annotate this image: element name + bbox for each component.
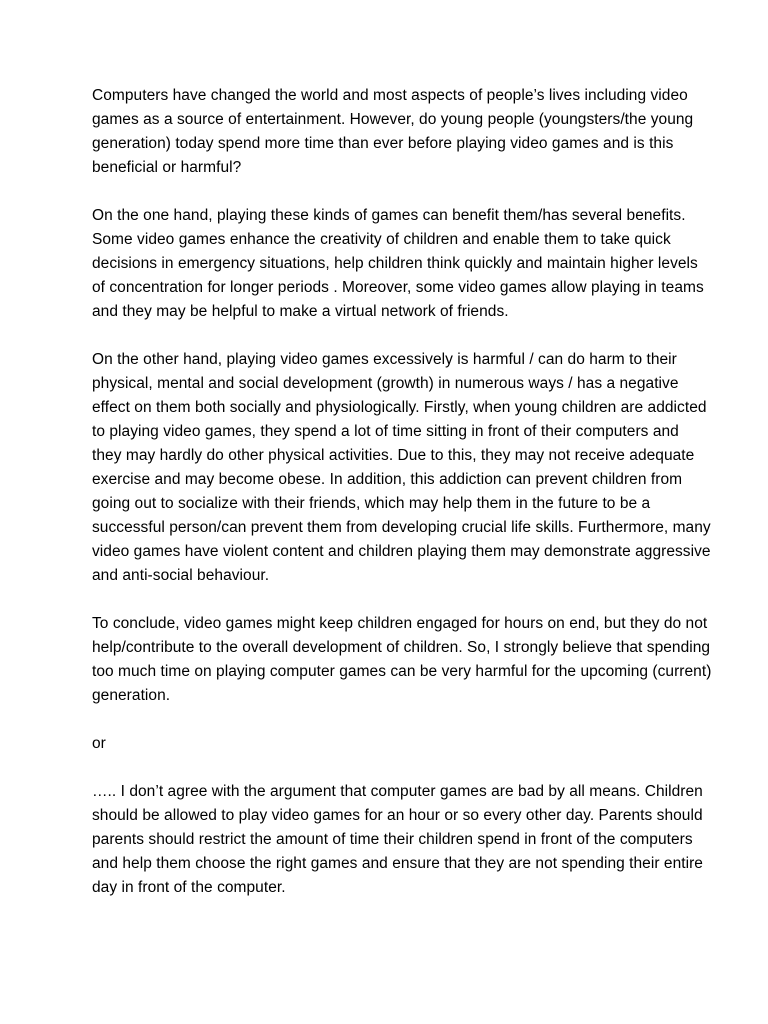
paragraph-spacer: [92, 708, 712, 732]
paragraph-intro: Computers have changed the world and most aspects of people’s lives including video games as a source of entertainment. However, do young people (youngsters/the young generation) today spend more time than ever before playing video games and is this beneficial or harmful?: [92, 87, 694, 176]
paragraph-spacer: [92, 180, 712, 204]
paragraph-spacer: [92, 588, 712, 612]
paragraph-benefits: On the one hand, playing these kinds of games can benefit them/has several benefits. Some video games enhance the creativity of children and enable them to take quick decisions in emergency situations, help children think quickly and maintain higher levels of concentration for longer periods . Moreover, some video games allow playing in teams and they may be helpful to make a virtual network of friends.: [92, 207, 704, 320]
paragraph-spacer: [92, 324, 712, 348]
paragraph-alternative: ….. I don’t agree with the argument that computer games are bad by all means. Children should be allowed to play video games for an hour or so every other day. Parents should parents should restrict the amount of time their children spend in front of the computers and help them choose the right games and ensure that they are not spending their entire day in front of the computer.: [92, 783, 703, 896]
paragraph-harms: On the other hand, playing video games excessively is harmful / can do harm to their physical, mental and social development (growth) in numerous ways / has a negative effect on them both socially and physiologically. Firstly, when young children are addicted to playing video games, they spend a lot of time sitting in front of their computers and they may hardly do other physical activities. Due to this, they may not receive adequate exercise and may become obese. In addition, this addiction can prevent children from going out to socialize with their friends, which may help them in the future to be a successful person/can prevent them from developing crucial life skills. Furthermore, many video games have violent content and children playing them may demonstrate aggressive and anti-social behaviour.: [92, 351, 711, 584]
paragraph-spacer: [92, 756, 712, 780]
paragraph-or: or: [92, 735, 106, 752]
paragraph-conclusion: To conclude, video games might keep children engaged for hours on end, but they do not help/contribute to the overall development of children. So, I strongly believe that spending too much time on playing computer games can be very harmful for the upcoming (current) generation.: [92, 615, 712, 704]
